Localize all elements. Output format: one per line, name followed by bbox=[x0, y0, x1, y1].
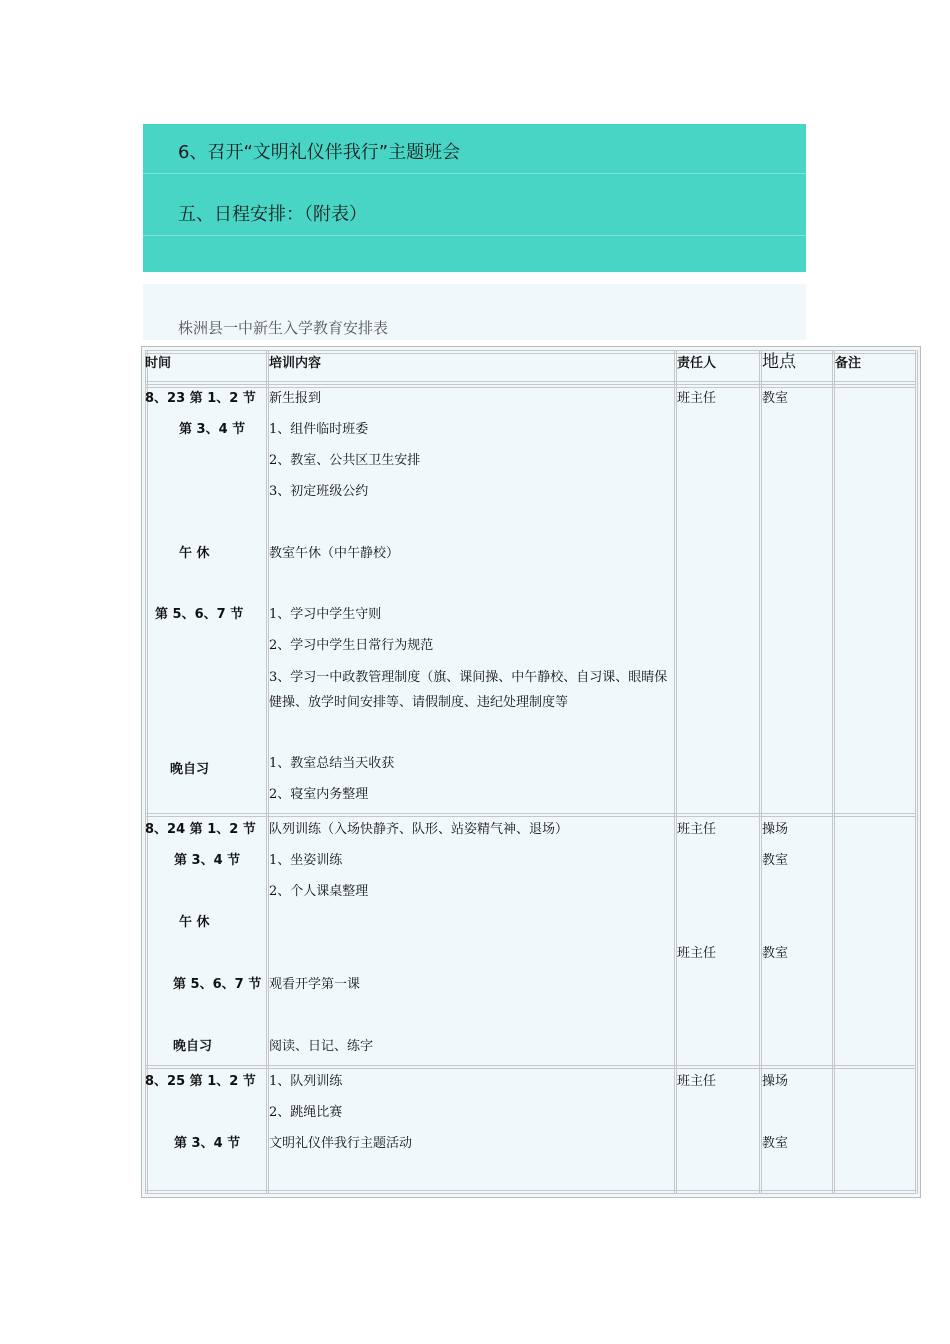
training-item: 教室午休（中午静校） bbox=[269, 546, 400, 561]
time-slot: 晚自习 bbox=[173, 1039, 213, 1054]
grid-line bbox=[146, 1065, 916, 1069]
training-item: 队列训练（入场快静齐、队形、站姿精气神、退场） bbox=[269, 822, 569, 837]
responsible-person: 班主任 bbox=[677, 1074, 717, 1089]
training-item: 2、寝室内务整理 bbox=[269, 787, 369, 802]
training-item: 阅读、日记、练字 bbox=[269, 1039, 374, 1054]
column-header-person: 责任人 bbox=[677, 356, 717, 371]
responsible-person: 班主任 bbox=[677, 946, 717, 961]
training-item: 3、初定班级公约 bbox=[269, 484, 369, 499]
training-item: 观看开学第一课 bbox=[269, 977, 361, 992]
schedule-table bbox=[141, 346, 921, 1198]
training-item: 1、坐姿训练 bbox=[269, 853, 343, 868]
section-header-block bbox=[143, 124, 806, 272]
table-caption-block bbox=[143, 284, 806, 340]
location: 操场 bbox=[762, 822, 789, 837]
divider bbox=[143, 173, 806, 174]
responsible-person: 班主任 bbox=[677, 391, 717, 406]
location: 教室 bbox=[762, 391, 789, 406]
divider bbox=[143, 235, 806, 236]
time-slot: 午 休 bbox=[179, 546, 210, 561]
training-item: 1、教室总结当天收获 bbox=[269, 756, 395, 771]
responsible-person: 班主任 bbox=[677, 822, 717, 837]
location: 教室 bbox=[762, 946, 789, 961]
time-slot: 第 3、4 节 bbox=[179, 422, 246, 437]
training-item: 2、跳绳比赛 bbox=[269, 1105, 343, 1120]
table-caption: 株洲县一中新生入学教育安排表 bbox=[178, 319, 389, 337]
training-item: 2、学习中学生日常行为规范 bbox=[269, 638, 434, 653]
item-6-heading: 6、召开“文明礼仪伴我行”主题班会 bbox=[178, 142, 461, 163]
column-header-time: 时间 bbox=[145, 356, 172, 371]
time-slot: 第 3、4 节 bbox=[174, 1136, 241, 1151]
grid-line bbox=[146, 350, 916, 354]
time-slot: 晚自习 bbox=[170, 762, 210, 777]
location: 教室 bbox=[762, 1136, 789, 1151]
grid-line bbox=[146, 1190, 916, 1194]
location: 教室 bbox=[762, 853, 789, 868]
training-item: 1、队列训练 bbox=[269, 1074, 343, 1089]
location: 操场 bbox=[762, 1074, 789, 1089]
time-slot: 8、23 第 1、2 节 bbox=[145, 391, 256, 406]
time-slot: 第 5、6、7 节 bbox=[173, 977, 262, 992]
column-header-note: 备注 bbox=[835, 356, 862, 371]
time-slot: 第 3、4 节 bbox=[174, 853, 241, 868]
training-item: 3、学习一中政教管理制度（旗、课间操、中午静校、自习课、眼睛保健操、放学时间安排等、请假制度、违纪处理制度等 bbox=[269, 670, 668, 710]
training-item: 1、组件临时班委 bbox=[269, 422, 369, 437]
time-slot: 第 5、6、7 节 bbox=[155, 607, 244, 622]
training-item: 1、学习中学生守则 bbox=[269, 607, 382, 622]
training-item: 新生报到 bbox=[269, 391, 322, 406]
training-item: 2、教室、公共区卫生安排 bbox=[269, 453, 421, 468]
time-slot: 8、25 第 1、2 节 bbox=[145, 1074, 256, 1089]
time-slot: 8、24 第 1、2 节 bbox=[145, 822, 256, 837]
grid-line bbox=[146, 813, 916, 817]
time-slot: 午 休 bbox=[179, 915, 210, 930]
column-header-content: 培训内容 bbox=[269, 356, 322, 371]
training-item: 文明礼仪伴我行主题活动 bbox=[269, 1136, 413, 1151]
column-header-place: 地点 bbox=[762, 352, 796, 372]
training-item: 2、个人课桌整理 bbox=[269, 884, 369, 899]
grid-line bbox=[146, 384, 916, 388]
section-5-heading: 五、日程安排：（附表） bbox=[178, 204, 367, 225]
